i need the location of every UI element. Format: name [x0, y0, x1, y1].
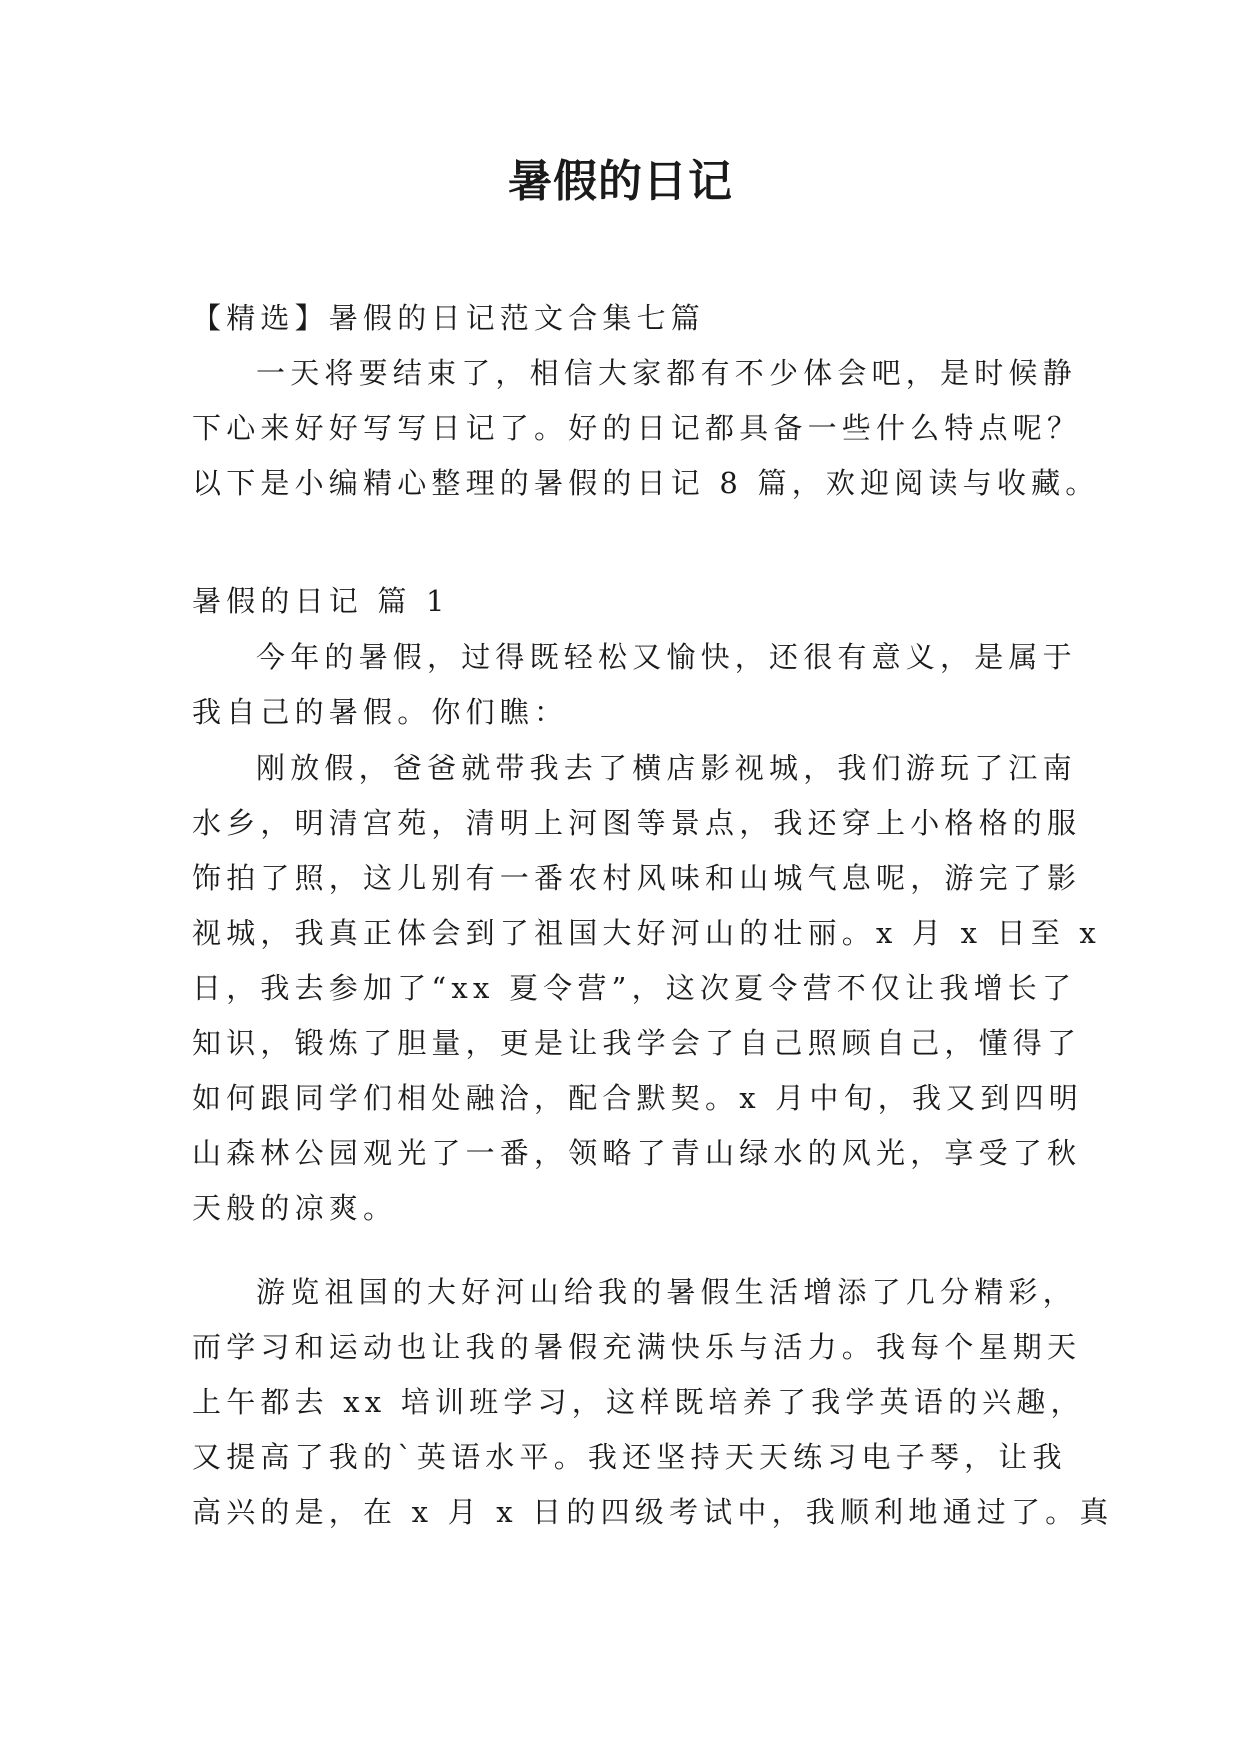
- document-title: 暑假的日记: [508, 156, 733, 207]
- paragraph-line: 知识，锻炼了胆量，更是让我学会了自己照顾自己，懂得了: [192, 1026, 1082, 1060]
- section-heading: 暑假的日记 篇 1: [192, 584, 450, 618]
- paragraph-line: 今年的暑假，过得既轻松又愉快，还很有意义，是属于: [256, 640, 1077, 674]
- paragraph-line: 高兴的是，在 x 月 x 日的四级考试中，我顺利地通过了。真: [192, 1495, 1114, 1529]
- paragraph-line: 视城，我真正体会到了祖国大好河山的壮丽。x 月 x 日至 x: [192, 916, 1101, 950]
- paragraph-line: 饰拍了照，这儿别有一番农村风味和山城气息呢，游完了影: [192, 861, 1082, 895]
- paragraph-line: 又提高了我的`英语水平。我还坚持天天练习电子琴，让我: [192, 1440, 1067, 1474]
- paragraph-line: 天般的凉爽。: [192, 1191, 398, 1225]
- intro-line: 以下是小编精心整理的暑假的日记 8 篇，欢迎阅读与收藏。: [192, 466, 1100, 500]
- paragraph-line: 如何跟同学们相处融洽，配合默契。x 月中旬，我又到四明: [192, 1081, 1083, 1115]
- paragraph-line: 水乡，明清宫苑，清明上河图等景点，我还穿上小格格的服: [192, 806, 1082, 840]
- intro-line: 下心来好好写写日记了。好的日记都具备一些什么特点呢？: [192, 411, 1082, 445]
- paragraph-line: 而学习和运动也让我的暑假充满快乐与活力。我每个星期天: [192, 1330, 1082, 1364]
- paragraph-line: 刚放假，爸爸就带我去了横店影视城，我们游玩了江南: [256, 751, 1077, 785]
- paragraph-line: 我自己的暑假。你们瞧：: [192, 695, 569, 729]
- paragraph-line: 日，我去参加了“xx 夏令营”，这次夏令营不仅让我增长了: [192, 971, 1077, 1005]
- paragraph-line: 上午都去 xx 培训班学习，这样既培养了我学英语的兴趣，: [192, 1385, 1085, 1419]
- paragraph-line: 山森林公园观光了一番，领略了青山绿水的风光，享受了秋: [192, 1136, 1082, 1170]
- document-subtitle: 【精选】暑假的日记范文合集七篇: [192, 301, 706, 335]
- paragraph-line: 游览祖国的大好河山给我的暑假生活增添了几分精彩，: [256, 1275, 1077, 1309]
- intro-line: 一天将要结束了，相信大家都有不少体会吧，是时候静: [256, 356, 1077, 390]
